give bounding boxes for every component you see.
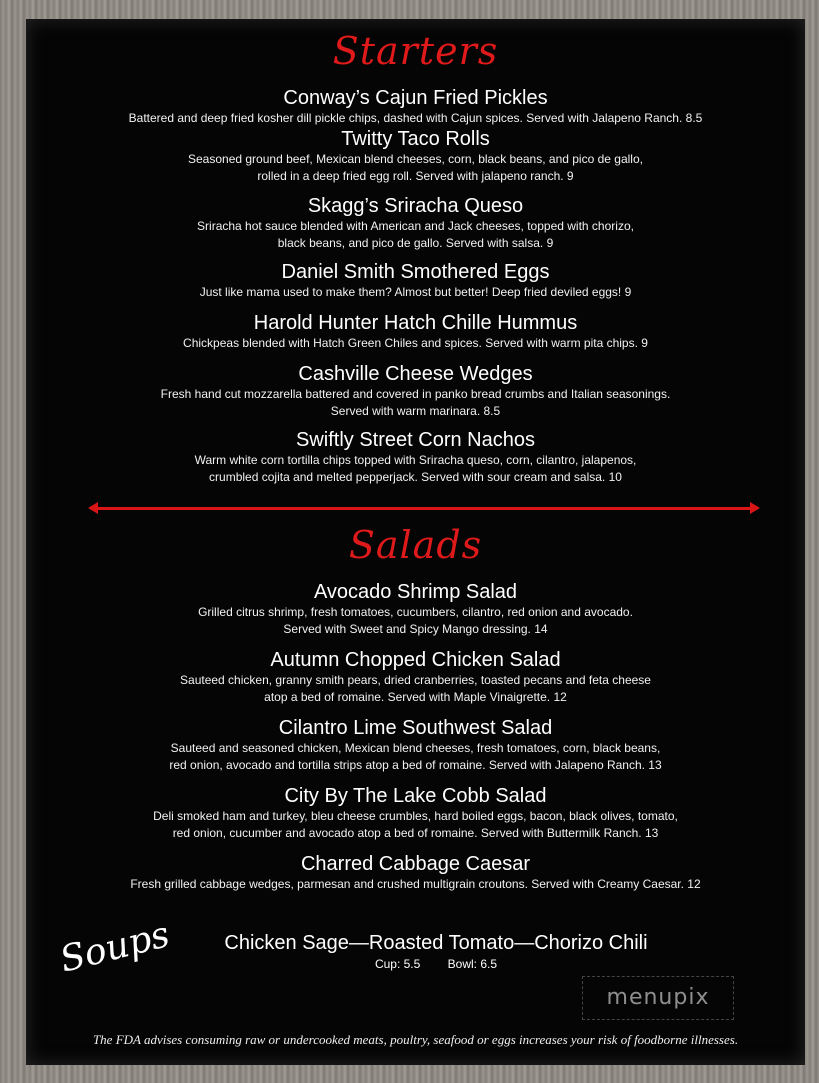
menu-item — [26, 716, 805, 774]
menu-item — [26, 648, 805, 706]
menu-item — [26, 362, 805, 420]
soups-list: Chicken Sage—Roasted Tomato—Chorizo Chili — [224, 932, 648, 954]
menu-item — [26, 194, 805, 252]
item-desc: Chickpeas blended with Hatch Green Chiles and spices. Served with warm pita chips. 9 — [183, 336, 648, 350]
item-name: Conway’s Cajun Fried Pickles — [283, 87, 548, 109]
item-name: Avocado Shrimp Salad — [313, 581, 518, 603]
item-desc: Sauteed chicken, granny smith pears, dried cranberries, toasted pecans and feta cheese — [180, 673, 651, 687]
item-desc: rolled in a deep fried egg roll. Served with jalapeno ranch. 9 — [257, 169, 574, 183]
item-desc: black beans, and pico de gallo. Served with salsa. 9 — [277, 236, 554, 250]
item-name: Skagg’s Sriracha Queso — [307, 195, 524, 217]
cup-price: Cup: 5.5 — [374, 957, 421, 971]
item-desc: Sriracha hot sauce blended with American and Jack cheeses, topped with chorizo, — [197, 219, 634, 233]
menu-item — [26, 260, 805, 301]
soups-heading: Soups — [56, 914, 174, 981]
item-desc: red onion, avocado and tortilla strips atop a bed of romaine. Served with Jalapeno Ranch. 13 — [169, 758, 662, 772]
item-desc: Warm white corn tortilla chips topped with Sriracha queso, corn, cilantro, jalapenos, — [194, 453, 637, 467]
item-desc: red onion, cucumber and avocado atop a bed of romaine. Served with Buttermilk Ranch. 13 — [172, 826, 659, 840]
item-desc: Deli smoked ham and turkey, bleu cheese crumbles, hard boiled eggs, bacon, black olives, tomato, — [153, 809, 678, 823]
item-name: City By The Lake Cobb Salad — [284, 785, 547, 807]
item-desc: Fresh grilled cabbage wedges, parmesan and crushed multigrain croutons. Served with Creamy Caesar. 12 — [130, 877, 701, 891]
menu-item — [26, 580, 805, 638]
item-name: Cashville Cheese Wedges — [298, 363, 533, 385]
menu-item — [26, 86, 805, 127]
item-name: Cilantro Lime Southwest Salad — [278, 717, 553, 739]
bowl-price: Bowl: 6.5 — [447, 957, 498, 971]
salads-heading: Salads — [348, 523, 483, 567]
fda-disclaimer: The FDA advises consuming raw or undercooked meats, poultry, seafood or eggs increases your risk of foodborne illnesses. — [92, 1032, 739, 1047]
item-name: Charred Cabbage Caesar — [300, 853, 531, 875]
item-name: Swiftly Street Corn Nachos — [296, 429, 535, 451]
soups-prices — [186, 955, 686, 973]
item-desc: Served with warm marinara. 8.5 — [330, 404, 501, 418]
item-desc: Just like mama used to make them? Almost but better! Deep fried deviled eggs! 9 — [199, 285, 632, 299]
item-desc: atop a bed of romaine. Served with Maple Vinaigrette. 12 — [264, 690, 567, 704]
item-desc: Battered and deep fried kosher dill pickle chips, dashed with Cajun spices. Served with Jalapeno Ranch. 8.5 — [128, 111, 703, 125]
menu-item — [26, 311, 805, 352]
menu-item — [26, 784, 805, 842]
menu-item — [26, 428, 805, 486]
soups-offer — [186, 931, 686, 973]
menu-item — [26, 127, 805, 185]
menupix-watermark: menupix — [582, 976, 734, 1020]
red-arrow-divider — [96, 507, 752, 510]
item-desc: crumbled cojita and melted pepperjack. Served with sour cream and salsa. 10 — [209, 470, 622, 484]
item-name: Autumn Chopped Chicken Salad — [270, 649, 561, 671]
chalkboard-menu — [26, 19, 805, 1065]
item-desc: Served with Sweet and Spicy Mango dressing. 14 — [283, 622, 548, 636]
item-desc: Fresh hand cut mozzarella battered and covered in panko bread crumbs and Italian seasonings. — [160, 387, 671, 401]
item-desc: Sauteed and seasoned chicken, Mexican blend cheeses, fresh tomatoes, corn, black beans, — [170, 741, 661, 755]
item-desc: Grilled citrus shrimp, fresh tomatoes, cucumbers, cilantro, red onion and avocado. — [198, 605, 633, 619]
item-desc: Seasoned ground beef, Mexican blend cheeses, corn, black beans, and pico de gallo, — [188, 152, 643, 166]
item-name: Daniel Smith Smothered Eggs — [281, 261, 550, 283]
item-name: Twitty Taco Rolls — [341, 128, 490, 150]
menu-item — [26, 852, 805, 893]
item-name: Harold Hunter Hatch Chille Hummus — [253, 312, 578, 334]
starters-heading: Starters — [332, 29, 499, 73]
